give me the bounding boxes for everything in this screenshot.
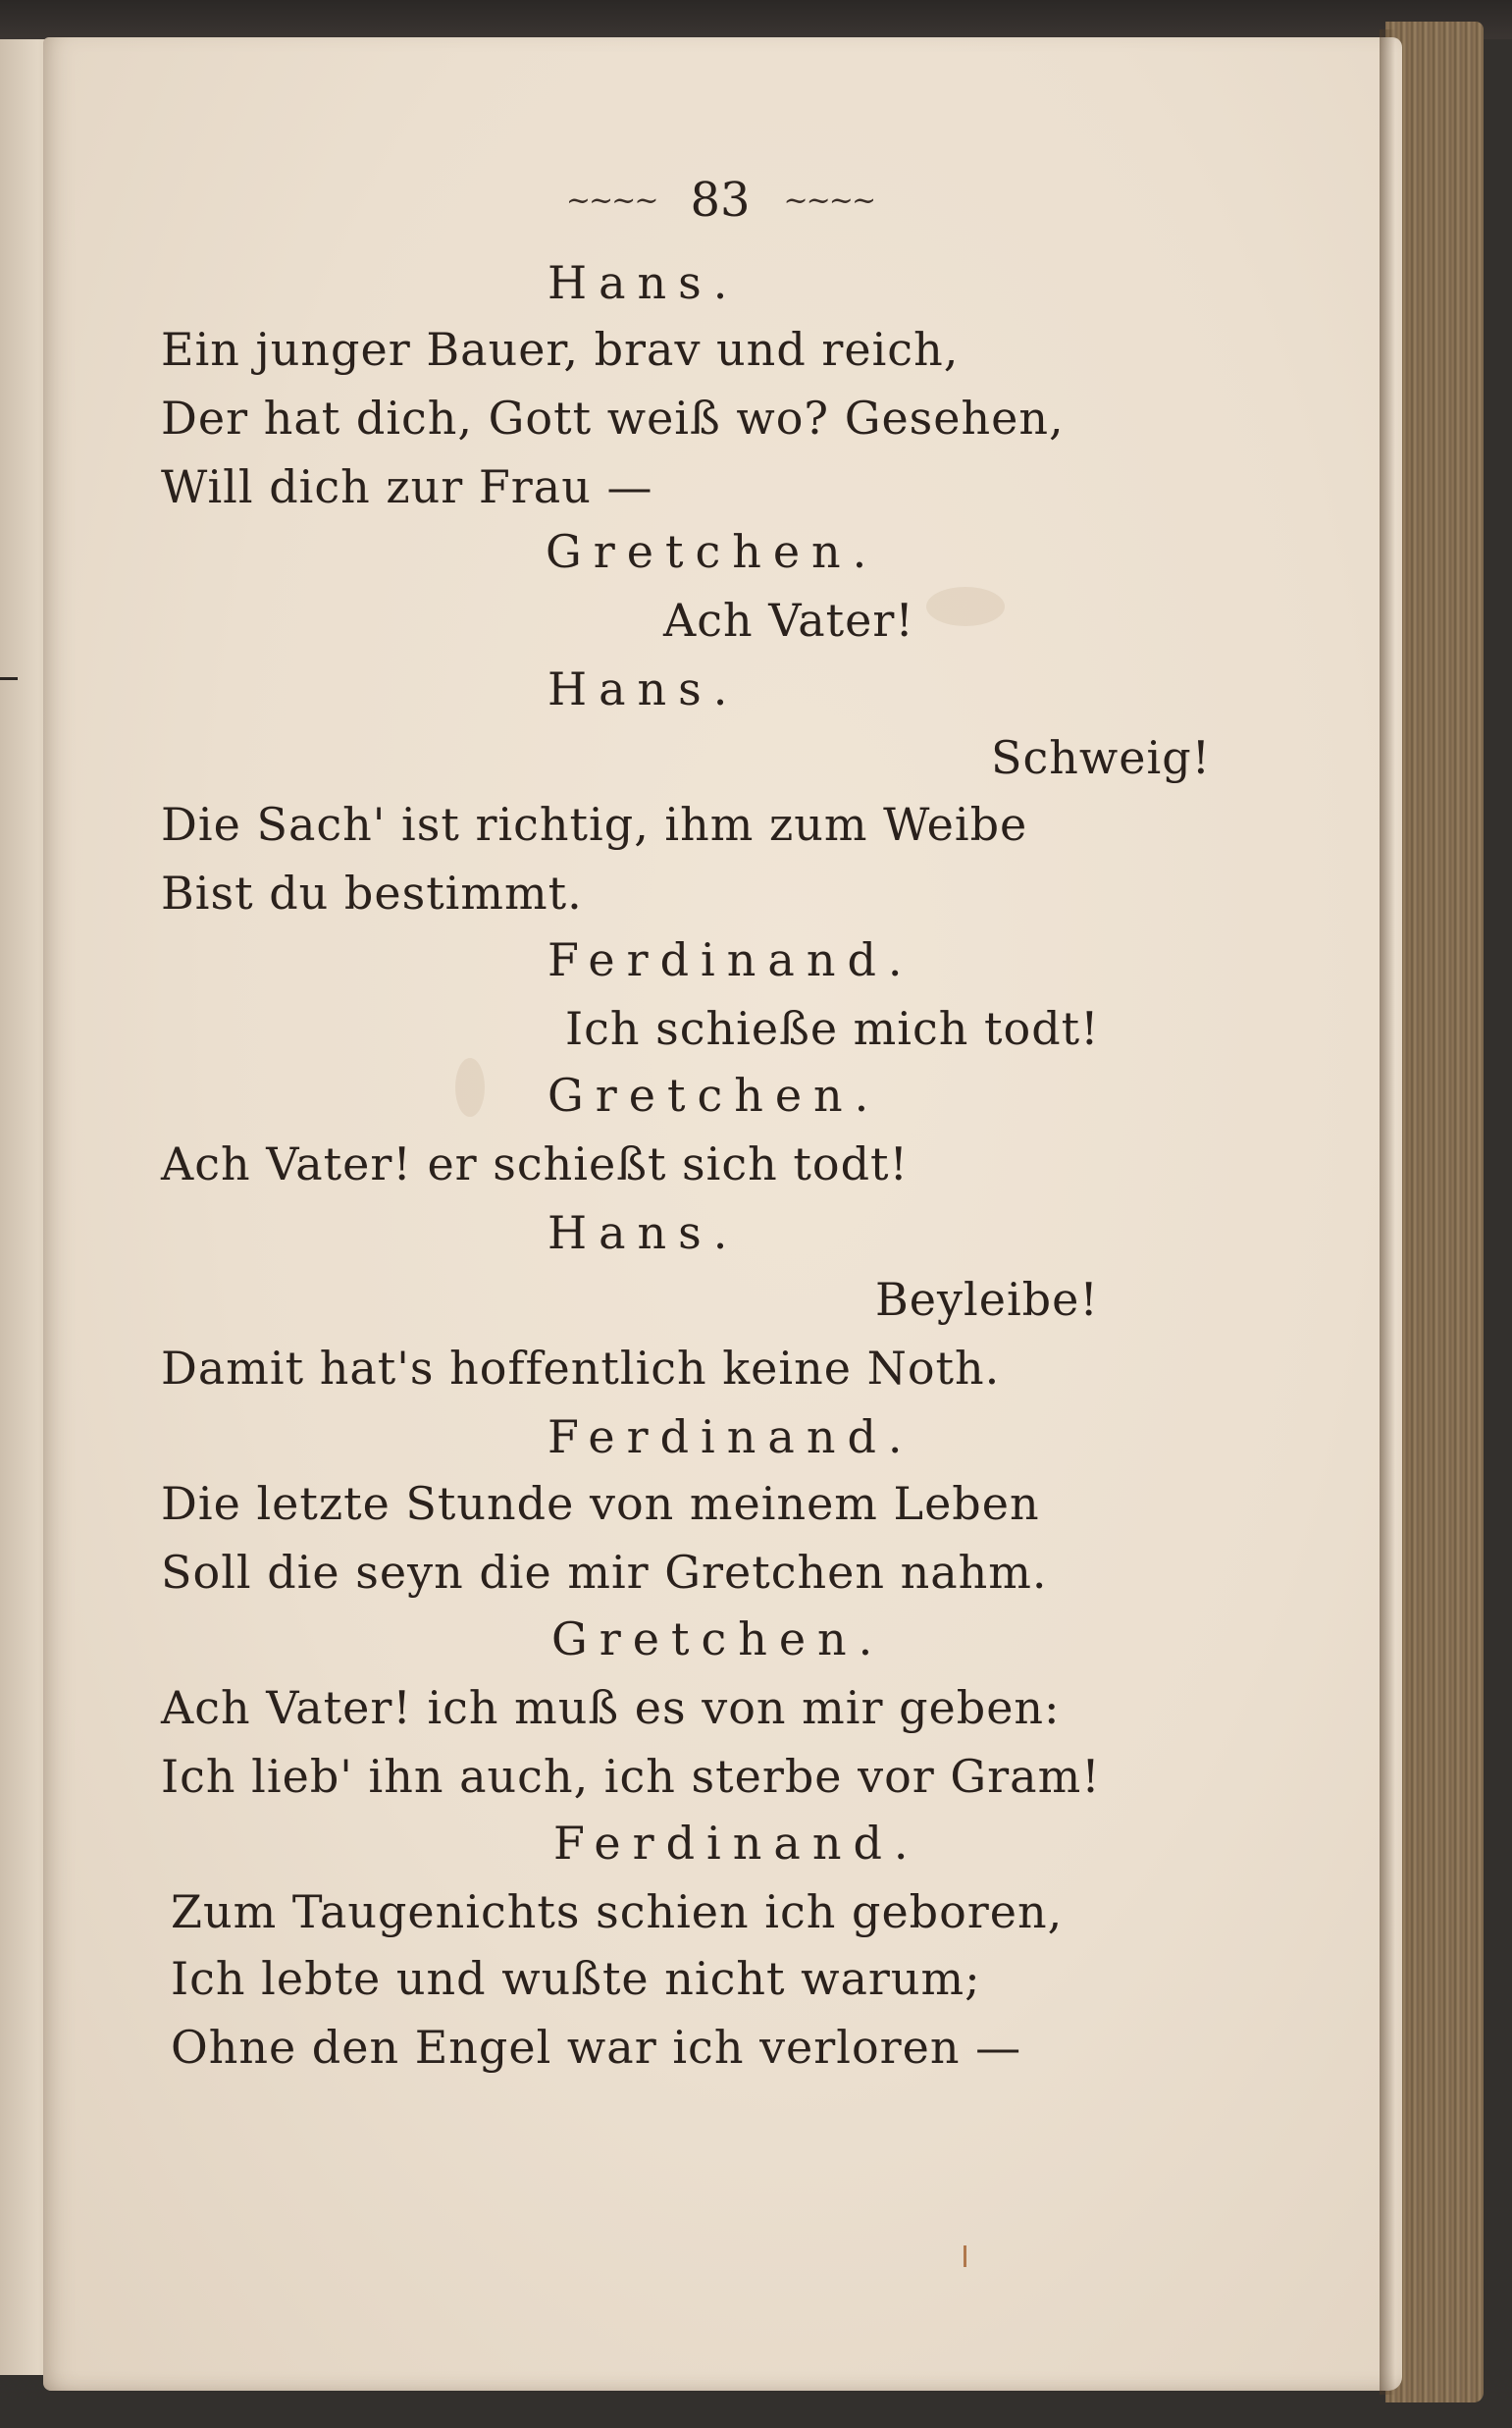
page-text [43,37,1402,2391]
page-edge-shadow [1380,29,1395,2395]
verse-line: Ach Vater! ich muß es von mir geben: [161,1681,1061,1734]
speaker-name: Ferdinand. [547,1410,914,1463]
verse-line: Damit hat's hoffentlich keine Noth. [161,1342,1001,1395]
speaker-name: Gretchen. [547,1069,881,1122]
verse-line: Beyleibe! [875,1273,1099,1326]
verse-line: Ein junger Bauer, brav und reich, [161,323,960,376]
verse-line: Die letzte Stunde von meinem Leben [161,1477,1040,1530]
ornament-right: ~~~~ [783,183,875,218]
verse-line: Ohne den Engel war ich verloren — [171,2021,1022,2074]
page-header [504,171,936,230]
verse-line: Ich schieße mich todt! [565,1002,1100,1055]
verse-line: Soll die seyn die mir Gretchen nahm. [161,1546,1048,1599]
verse-line: Will dich zur Frau — [161,460,653,513]
verse-line: Schweig! [991,731,1212,784]
speaker-name: Gretchen. [546,525,879,578]
verse-line: Ich lebte und wußte nicht warum; [171,1952,981,2005]
page-number: 83 [690,173,751,228]
verse-line: Zum Taugenichts schien ich geboren, [171,1885,1064,1938]
verse-line: Die Sach' ist richtig, ihm zum Weibe [161,798,1028,851]
left-page-mark [0,677,18,680]
verse-line: Bist du bestimmt. [161,867,583,920]
speaker-name: Gretchen. [551,1612,885,1665]
speaker-name: Hans. [547,1206,740,1259]
verse-line: Der hat dich, Gott weiß wo? Gesehen, [161,392,1065,445]
ornament-left: ~~~~ [565,183,657,218]
speaker-name: Hans. [547,662,740,715]
speaker-name: Ferdinand. [553,1817,920,1870]
book-page [43,37,1402,2391]
speaker-name: Hans. [547,256,740,309]
verse-line: Ich lieb' ihn auch, ich sterbe vor Gram! [161,1750,1101,1803]
verse-line: Ach Vater! er schießt sich todt! [161,1137,909,1190]
book-top-edge [0,0,1512,39]
verse-line: Ach Vater! [663,594,914,647]
speaker-name: Ferdinand. [547,933,914,986]
